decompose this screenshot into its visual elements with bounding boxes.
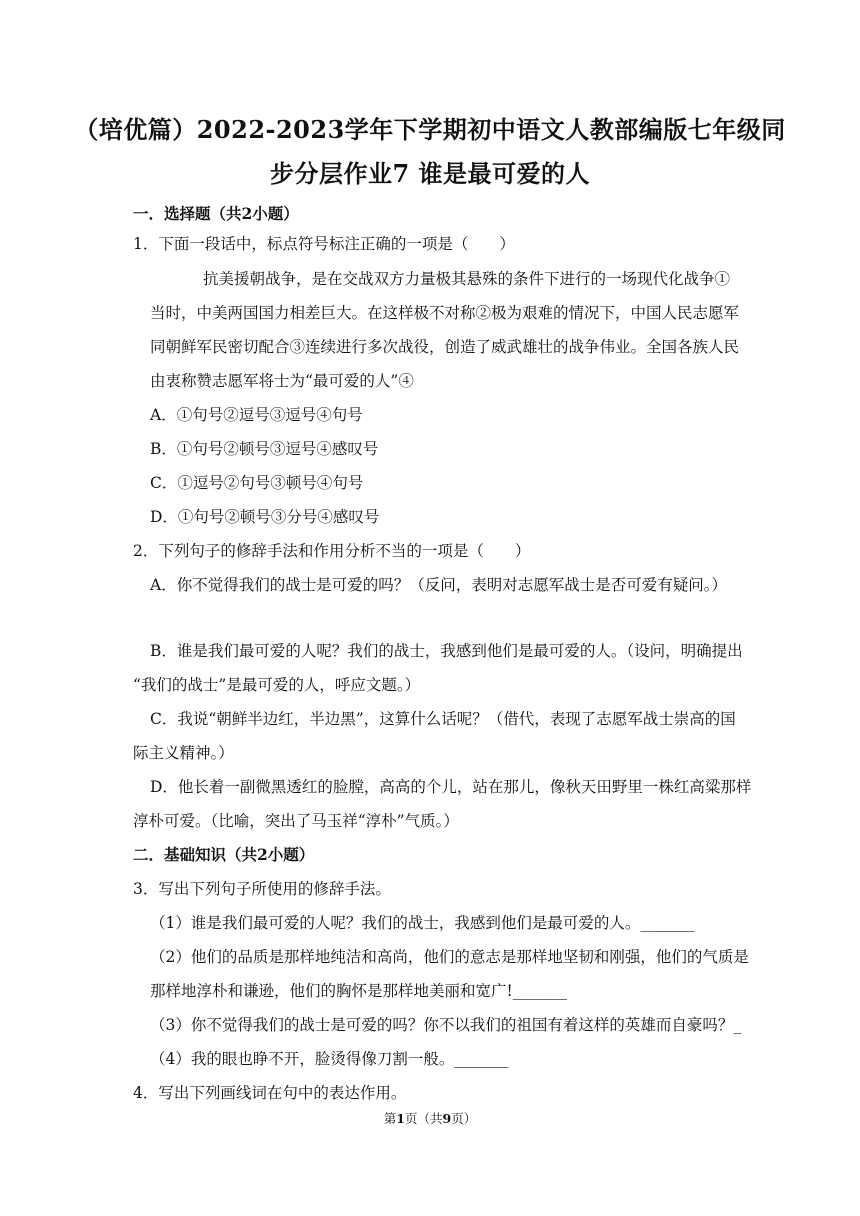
question-2-option-d: D．他长着一副微黑透红的脸膛，高高的个儿，站在那儿，像秋天田野里一株红高粱那样 bbox=[150, 778, 752, 796]
question-3-stem: 3．写出下列句子所使用的修辞手法。 bbox=[133, 880, 391, 898]
question-1-option-d: D．①句号②顿号③分号④感叹号 bbox=[150, 508, 380, 526]
question-3-sub-1: （1）谁是我们最可爱的人呢？我们的战士，我感到他们是最可爱的人。_______ bbox=[150, 914, 695, 932]
question-2-option-c-continued: 际主义精神。） bbox=[133, 744, 234, 762]
section-heading-basics: 二．基础知识（共2小题） bbox=[133, 845, 315, 864]
document-title-line-2: 步分层作业7 谁是最可爱的人 bbox=[269, 159, 591, 188]
question-1-passage-line: 由衷称赞志愿军将士为“最可爱的人”④ bbox=[150, 372, 414, 390]
question-4-stem: 4．写出下列画线词在句中的表达作用。 bbox=[133, 1084, 407, 1102]
question-1-passage-line: 抗美援朝战争，是在交战双方力量极其悬殊的条件下进行的一场现代化战争① bbox=[203, 270, 731, 288]
question-2-option-d-continued: 淳朴可爱。（比喻，突出了马玉祥“淳朴”气质。） bbox=[133, 812, 459, 830]
question-3-sub-3: （3）你不觉得我们的战士是可爱的吗？你不以我们的祖国有着这样的英雄而自豪吗？_ bbox=[150, 1016, 742, 1034]
footer-prefix: 第 bbox=[383, 1111, 397, 1126]
question-3-sub-2-continued: 那样地淳朴和谦逊，他们的胸怀是那样地美丽和宽广!_______ bbox=[150, 982, 567, 1000]
question-2-option-a: A．你不觉得我们的战士是可爱的吗？（反问，表明对志愿军战士是否可爱有疑问。） bbox=[150, 576, 727, 594]
question-2-option-c: C．我说“朝鲜半边红，半边黑”，这算什么话呢？（借代，表现了志愿军战士崇高的国 bbox=[150, 710, 736, 728]
question-3-sub-2: （2）他们的品质是那样地纯洁和高尚，他们的意志是那样地坚韧和刚强，他们的气质是 bbox=[150, 948, 749, 966]
footer-total-pages: 9 bbox=[442, 1111, 452, 1126]
question-3-sub-4: （4）我的眼也睁不开，脸烫得像刀割一般。_______ bbox=[150, 1050, 509, 1068]
question-1-option-a: A．①句号②逗号③逗号④句号 bbox=[150, 406, 363, 424]
page-footer bbox=[0, 1109, 860, 1127]
footer-suffix: 页） bbox=[451, 1111, 477, 1126]
footer-page-number: 1 bbox=[396, 1111, 405, 1126]
question-1-option-c: C．①逗号②句号③顿号④句号 bbox=[150, 474, 364, 492]
question-1-passage-line: 当时，中美两国国力相差巨大。在这样极不对称②极为艰难的情况下，中国人民志愿军 bbox=[150, 304, 740, 322]
question-2-option-b-continued: “我们的战士”是最可爱的人，呼应文题。） bbox=[133, 676, 421, 694]
question-1-passage-line: 同朝鲜军民密切配合③连续进行多次战役，创造了威武雄壮的战争伟业。全国各族人民 bbox=[150, 338, 740, 356]
footer-middle: 页（共 bbox=[404, 1111, 443, 1126]
document-title-line-1: （培优篇）2022-2023学年下学期初中语文人教部编版七年级同 bbox=[74, 115, 786, 144]
question-1-stem: 1．下面一段话中，标点符号标注正确的一项是（ ） bbox=[133, 235, 515, 253]
section-heading-choice: 一．选择题（共2小题） bbox=[133, 204, 299, 223]
question-1-option-b: B．①句号②顿号③逗号④感叹号 bbox=[150, 440, 379, 458]
question-2-option-b: B．谁是我们最可爱的人呢？我们的战士，我感到他们是最可爱的人。（设问，明确提出 bbox=[150, 642, 743, 660]
question-2-stem: 2．下列句子的修辞手法和作用分析不当的一项是（ ） bbox=[133, 542, 531, 560]
